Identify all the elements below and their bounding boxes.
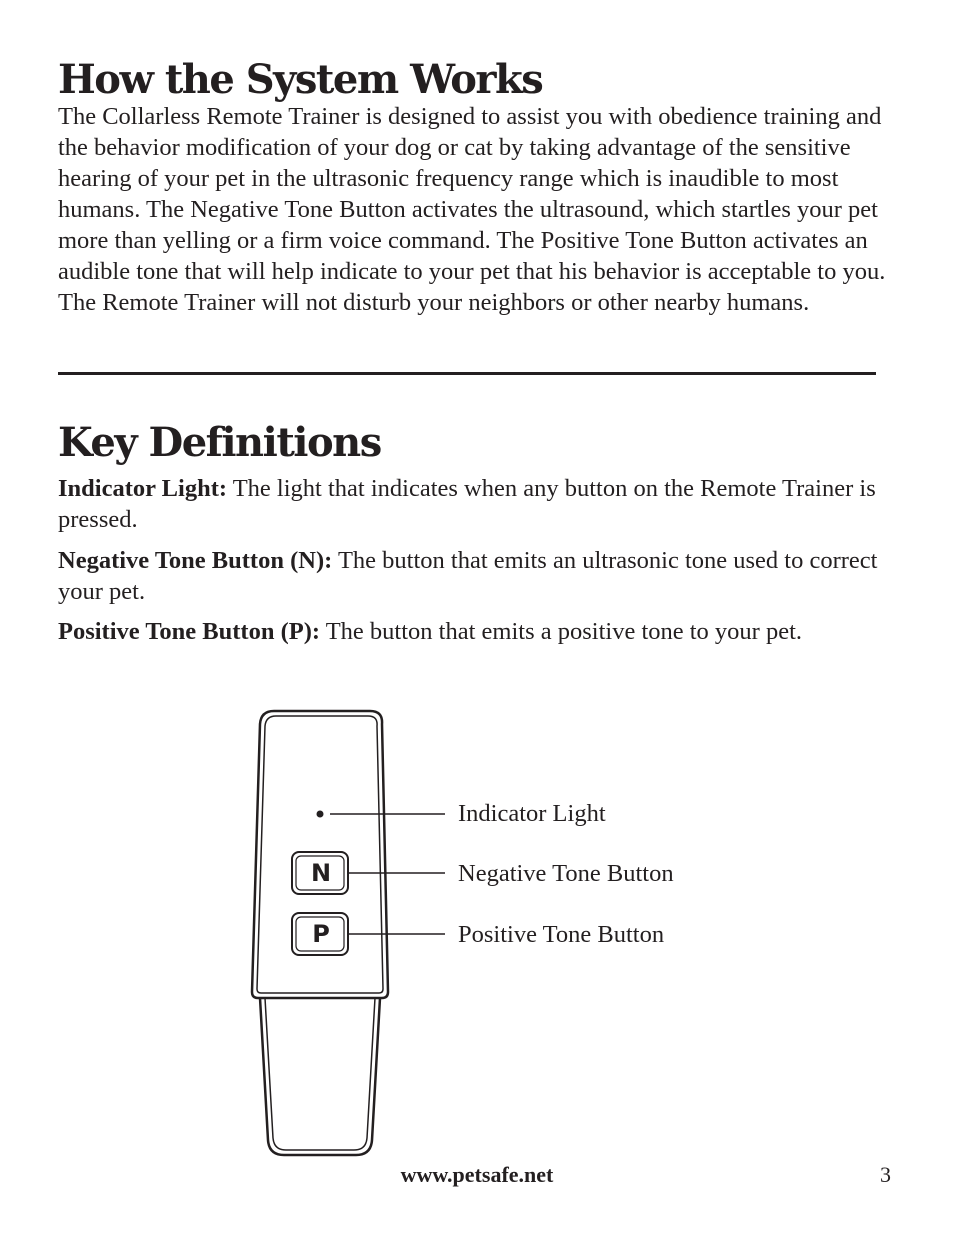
definition-indicator-light: [58, 473, 908, 535]
footer-website-url: www.petsafe.net: [400, 1162, 554, 1187]
callout-indicator-light: Indicator Light: [458, 800, 606, 827]
system-description-paragraph: The Collarless Remote Trainer is designed to assist you with obedience training and the behavior modification of your dog or cat by taking advantage of the sensitive hearing of your pet in the ultrasonic frequency range which is inaudible to most humans. The Negative Tone Button activates the ultrasound, which startles your pet more than yelling or a firm voice command. The Positive Tone Button activates an audible tone that will help indicate to your pet that his behavior is acceptable to you. The Remote Trainer will not disturb your neighbors or other nearby humans.: [58, 103, 886, 316]
definition-text: The light that indicates when any button on the Remote Trainer is pressed.: [58, 475, 876, 533]
section-divider: [58, 372, 876, 375]
callout-negative-tone-button: Negative Tone Button: [458, 860, 674, 887]
definition-term: Positive Tone Button (P):: [58, 618, 321, 645]
definition-negative-tone-button: [58, 545, 908, 607]
indicator-light-dot: [317, 811, 324, 818]
positive-button-label: P: [312, 920, 330, 948]
page-number: 3: [880, 1162, 891, 1187]
definition-positive-tone-button: [58, 616, 908, 647]
section-title-how-system-works: How the System Works: [58, 56, 543, 103]
remote-handle-outline: [260, 998, 380, 1155]
definition-term: Indicator Light:: [58, 475, 228, 502]
remote-trainer-diagram: [240, 700, 720, 1170]
negative-button-label: N: [310, 859, 332, 887]
definition-text: The button that emits an ultrasonic tone used to correct your pet.: [58, 547, 878, 605]
definition-term: Negative Tone Button (N):: [58, 547, 333, 574]
callout-positive-tone-button: Positive Tone Button: [458, 921, 665, 948]
definition-text: The button that emits a positive tone to your pet.: [320, 618, 803, 645]
remote-handle-inner-outline: [265, 998, 375, 1150]
section-title-key-definitions: Key Definitions: [58, 419, 381, 466]
